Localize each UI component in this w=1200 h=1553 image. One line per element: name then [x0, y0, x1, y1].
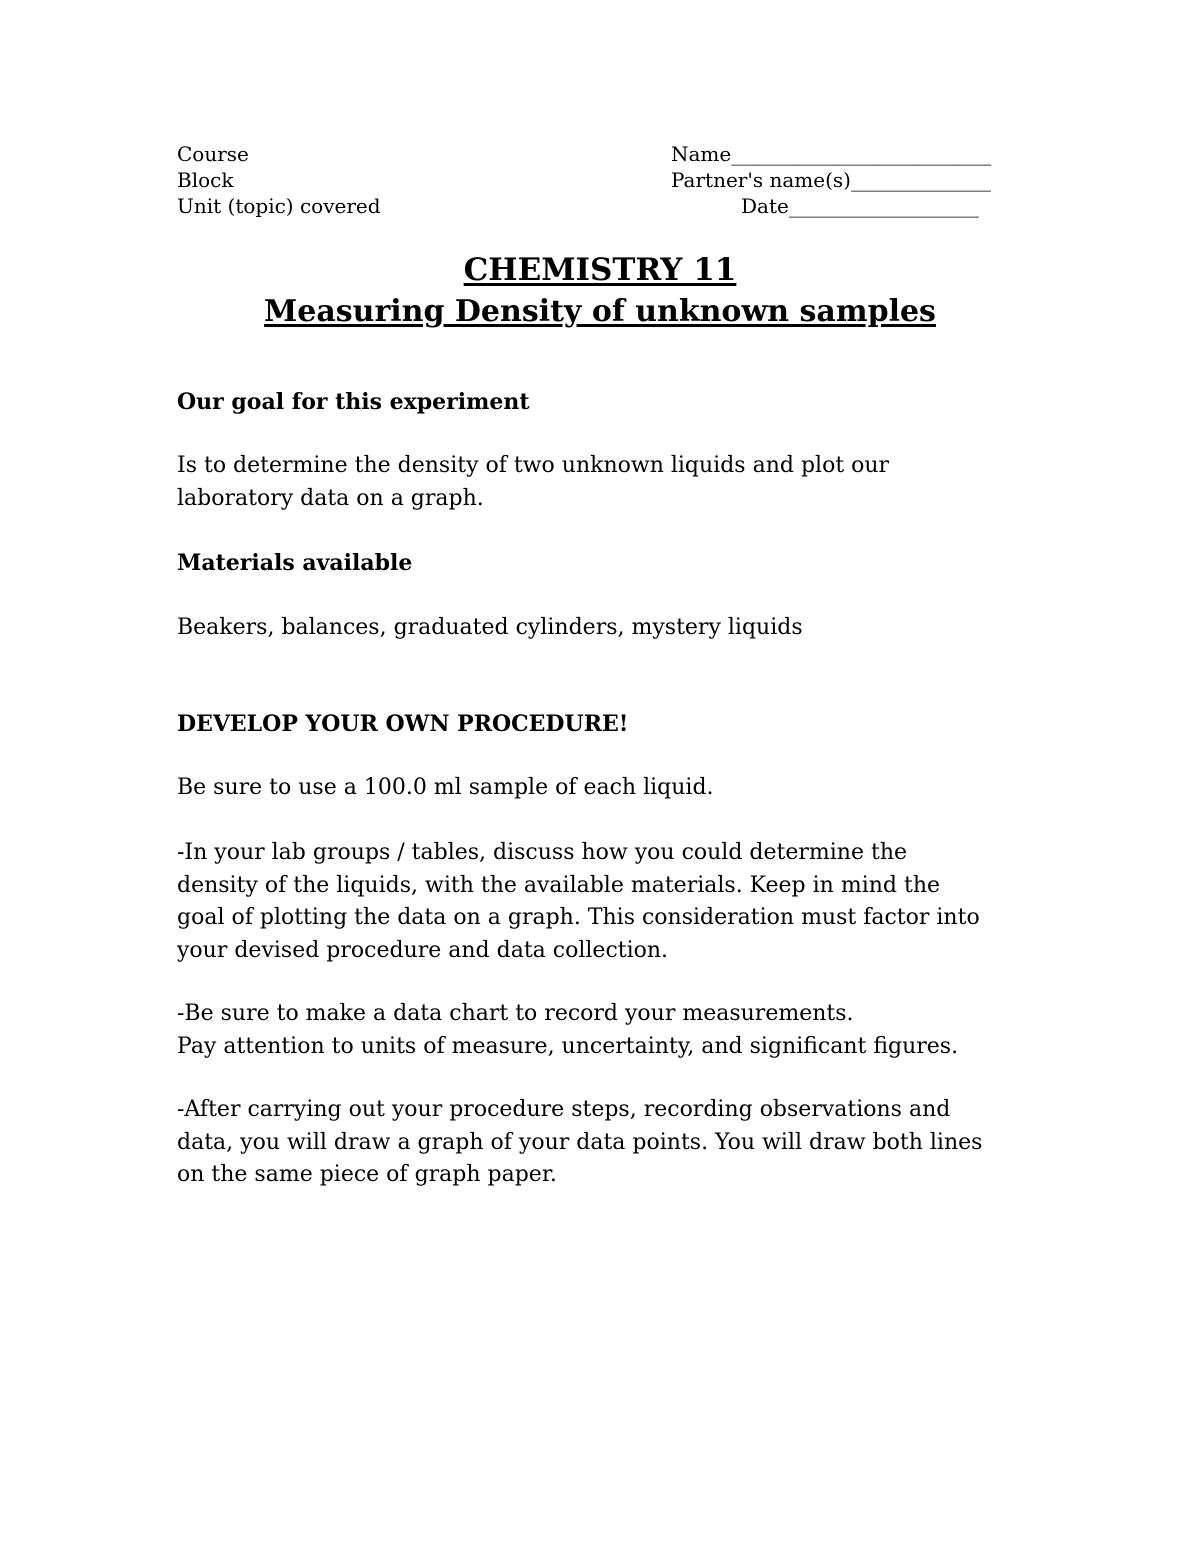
goal-line: laboratory data on a graph. — [177, 485, 484, 511]
discuss-paragraph — [177, 837, 1037, 967]
discuss-line: goal of plotting the data on a graph. This consideration must factor into — [177, 905, 980, 930]
sample-instruction: Be sure to use a 100.0 ml sample of each liquid. — [177, 775, 714, 800]
goal-paragraph — [177, 450, 1037, 515]
course-title: CHEMISTRY 11 — [463, 252, 737, 288]
materials-text: Beakers, balances, graduated cylinders, mystery liquids — [177, 615, 803, 640]
discuss-line: density of the liquids, with the available materials. Keep in mind the — [177, 872, 941, 898]
materials-heading: Materials available — [177, 550, 413, 576]
goal-heading: Our goal for this experiment — [177, 389, 530, 415]
graph-line: -After carrying out your procedure steps, recording observations and — [177, 1097, 951, 1122]
discuss-line: -In your lab groups / tables, discuss how you could determine the — [177, 840, 908, 865]
graph-line: on the same piece of graph paper. — [177, 1162, 557, 1187]
date-field: Date___________________ — [741, 194, 979, 218]
unit-label: Unit (topic) covered — [177, 194, 381, 218]
data-chart-paragraph — [177, 998, 1037, 1063]
procedure-heading: DEVELOP YOUR OWN PROCEDURE! — [177, 711, 629, 737]
partner-name-field: Partner's name(s)______________ — [671, 168, 991, 192]
block-label: Block — [177, 168, 234, 192]
chart-line: Pay attention to units of measure, uncertainty, and significant figures. — [177, 1033, 959, 1059]
name-field: Name__________________________ — [671, 142, 992, 166]
discuss-line: your devised procedure and data collection. — [177, 937, 669, 963]
graph-paragraph — [177, 1094, 1037, 1192]
course-label: Course — [177, 142, 249, 166]
chart-line: -Be sure to make a data chart to record your measurements. — [177, 1001, 854, 1026]
goal-line: Is to determine the density of two unknown liquids and plot our — [177, 453, 890, 478]
graph-line: data, you will draw a graph of your data points. You will draw both lines — [177, 1129, 983, 1155]
lab-title: Measuring Density of unknown samples — [264, 294, 936, 329]
